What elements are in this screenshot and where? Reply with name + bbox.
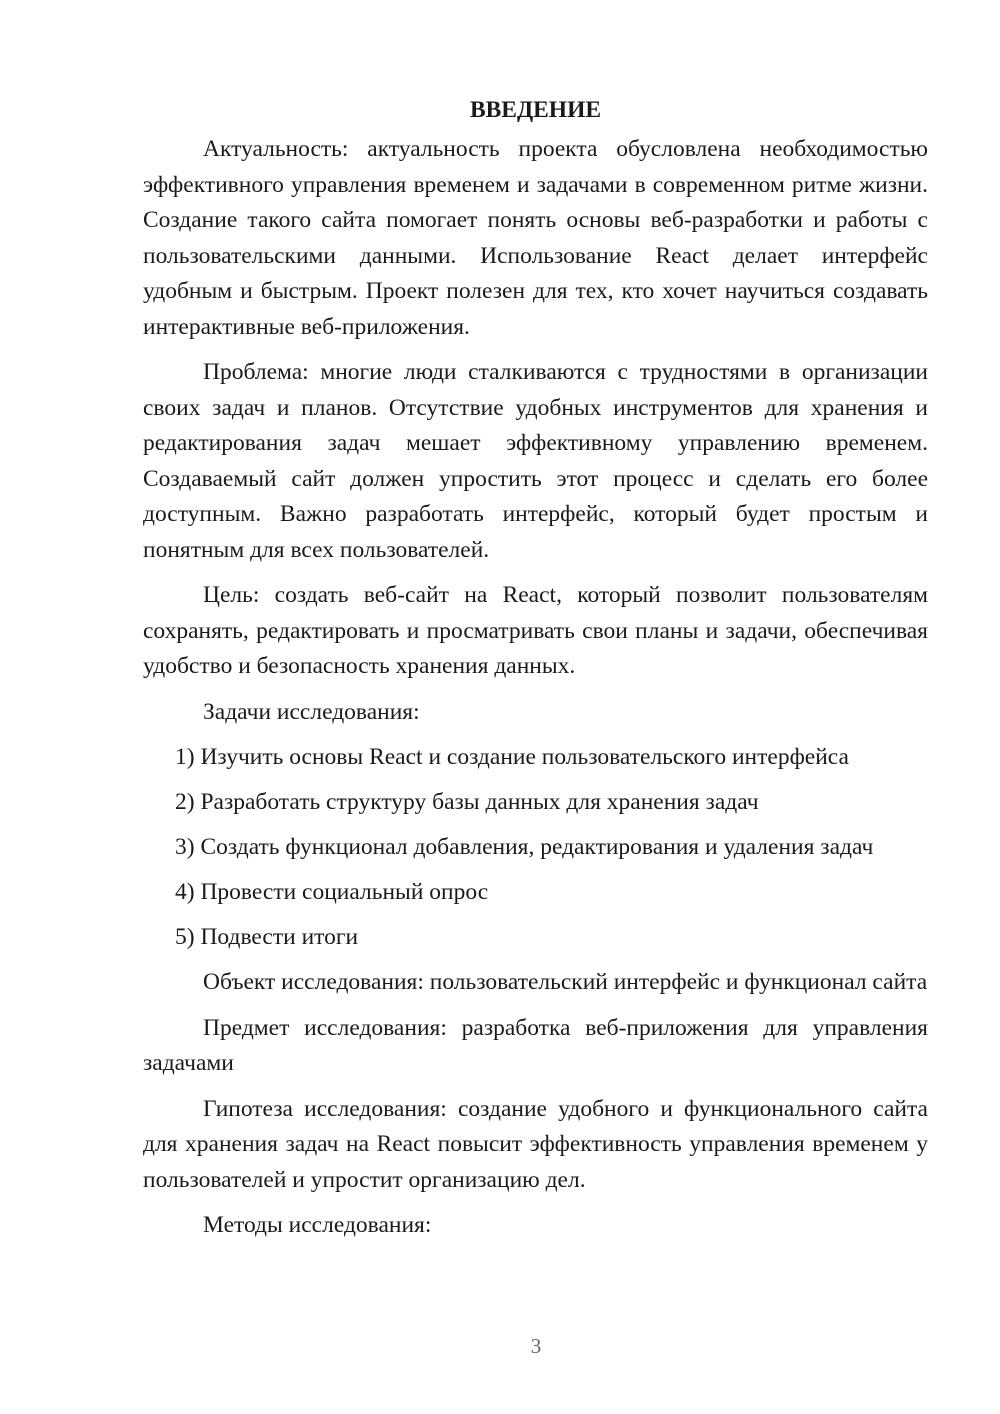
paragraph-object: Объект исследования: пользовательский интерфейс и функционал сайта bbox=[203, 969, 928, 995]
page-content bbox=[143, 92, 928, 1254]
page-number: 3 bbox=[530, 1334, 542, 1358]
list-item: 5) Подвести итоги bbox=[175, 924, 359, 950]
list-item: 1) Изучить основы React и создание пользовательского интерфейса bbox=[175, 744, 849, 770]
paragraph-subject: Предмет исследования: разработка веб-приложения для управления задачами bbox=[143, 1014, 928, 1076]
tasks-label: Задачи исследования: bbox=[203, 698, 420, 725]
paragraph-relevance: Актуальность: актуальность проекта обусловлена необходимостью эффективного управления временем и задачами в современном ритме жизни. Создание такого сайта помогает понять основы веб-разработки и работы с пользовательскими данными. Использование React делает интерфейс удобным и быстрым. Проект полезен для тех, кто хочет научиться создавать интерактивные веб-приложения. bbox=[143, 136, 928, 340]
paragraph-goal: Цель: создать веб-сайт на React, который позволит пользователям сохранять, редактировать и просматривать свои планы и задачи, обеспечивая удобство и безопасность хранения данных. bbox=[143, 582, 928, 679]
tasks-list bbox=[143, 740, 928, 956]
list-item: 4) Провести социальный опрос bbox=[175, 879, 489, 905]
list-item: 3) Создать функционал добавления, редактирования и удаления задач bbox=[175, 834, 874, 860]
paragraph-hypothesis: Гипотеза исследования: создание удобного и функционального сайта для хранения задач на React повысит эффективность управления временем у пользователей и упростит организацию дел. bbox=[143, 1095, 928, 1193]
section-heading: ВВЕДЕНИЕ bbox=[469, 97, 602, 123]
methods-label: Методы исследования: bbox=[203, 1212, 432, 1238]
paragraph-problem: Проблема: многие люди сталкиваются с трудностями в организации своих задач и планов. Отсутствие удобных инструментов для хранения и редактирования задач мешает эффективному управлению временем. Создаваемый сайт должен упростить этот процесс и сделать его более доступным. Важно разработать интерфейс, который будет простым и понятным для всех пользователей. bbox=[143, 359, 928, 563]
list-item: 2) Разработать структуру базы данных для хранения задач bbox=[175, 789, 759, 815]
